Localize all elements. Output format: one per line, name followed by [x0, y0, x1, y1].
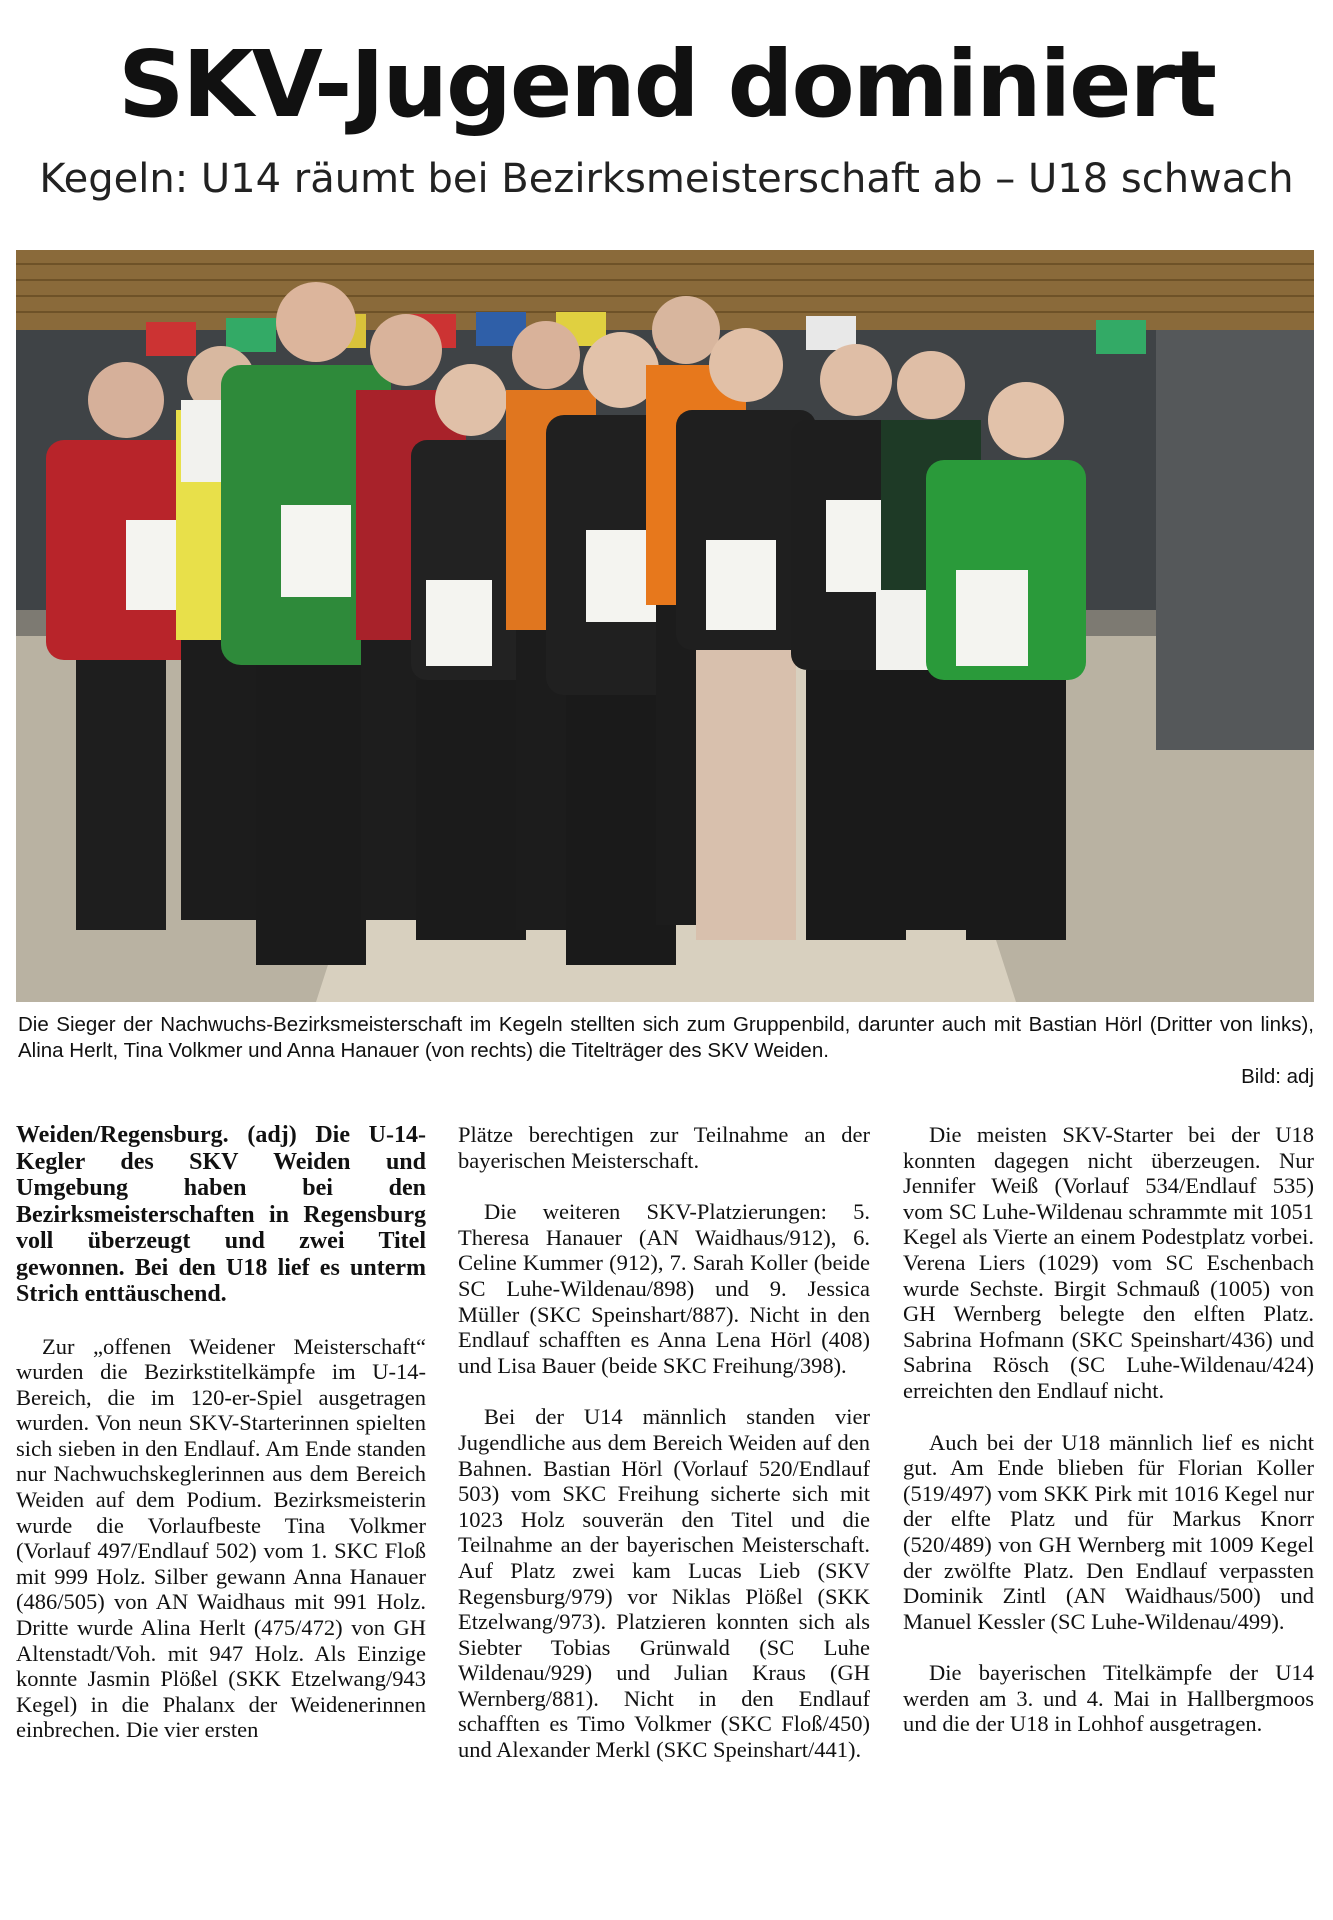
article-paragraph: Die bayerischen Titelkämpfe der U14 werden am 3. und 4. Mai in Hallbergmoos und die der U18 in Lohhof ausgetragen.: [903, 1660, 1314, 1737]
article-paragraph: Auch bei der U18 männlich lief es nicht gut. Am Ende blieben für Florian Koller (519/497) vom SKK Pirk mit 1016 Kegel nur der elfte Platz und für Markus Knorr (520/489) von GH Wernberg mit 1009 Kegel der zwölfte Platz. Den Endlauf verpassten Dominik Zintl (AN Waidhaus/500) und Manuel Kessler (SC Luhe-Wildenau/499).: [903, 1429, 1314, 1634]
photo-credit: Bild: adj: [1241, 1065, 1314, 1088]
article-lead: Weiden/Regensburg. (adj) Die U-14-Kegler des SKV Weiden und Umgebung haben bei den Bezirksmeisterschaften in Regensburg voll überzeugt und zwei Titel gewonnen. Bei den U18 lief es unterm Strich enttäuschend.: [16, 1122, 426, 1307]
article-paragraph: Zur „offenen Weidener Meisterschaft“ wurden die Bezirkstitelkämpfe im U-14-Bereich, die im 120-er-Spiel ausgetragen wurden. Von neun SKV-Starterinnen spielten sich sieben in den Endlauf. Am Ende standen nur Nachwuchskeglerinnen aus dem Bereich Weiden auf dem Podium. Bezirksmeisterin wurde die Vorlaufbeste Tina Volkmer (Vorlauf 497/Endlauf 502) vom 1. SKC Floß mit 999 Holz. Silber gewann Anna Hanauer (486/505) von AN Waidhaus mit 991 Holz. Dritte wurde Alina Herlt (475/472) von GH Altenstadt/Voh. mit 947 Holz. Als Einzige konnte Jasmin Plößel (SKK Etzelwang/943 Kegel) in die Phalanx der Weidenerinnen einbrechen. Die vier ersten: [16, 1333, 426, 1743]
subheadline: Kegeln: U14 räumt bei Bezirksmeisterschaft ab – U18 schwach: [39, 156, 1294, 202]
photo-caption: Die Sieger der Nachwuchs-Bezirksmeisterschaft im Kegeln stellten sich zum Gruppenbild, darunter auch mit Bastian Hörl (Dritter von links), Alina Herlt, Tina Volkmer und Anna Hanauer (von rechts) die Titelträger des SKV Weiden.: [18, 1013, 1314, 1062]
headline: SKV-Jugend dominiert: [118, 31, 1215, 138]
group-photo: [16, 250, 1314, 1002]
article-paragraph: Die weiteren SKV-Platzierungen: 5. Theresa Hanauer (AN Waidhaus/912), 6. Celine Kummer (912), 7. Sarah Koller (beide SC Luhe-Wildenau/898) und 9. Jessica Müller (SKC Speinshart/887). Nicht in den Endlauf schafften es Anna Lena Hörl (408) und Lisa Bauer (beide SKC Freihung/398).: [458, 1199, 870, 1378]
article-paragraph: Die meisten SKV-Starter bei der U18 konnten dagegen nicht überzeugen. Nur Jennifer Weiß (Vorlauf 534/Endlauf 535) vom SC Luhe-Wildenau schrammte mit 1051 Kegel als Vierte an einem Podestplatz vorbei. Verena Liers (1029) vom SC Eschenbach wurde Sechste. Birgit Schmauß (1005) von GH Wernberg belegte den elften Platz. Sabrina Hofmann (SKC Speinshart/436) und Sabrina Rösch (SC Luhe-Wildenau/424) erreichten den Endlauf nicht.: [903, 1122, 1314, 1403]
article-column-1: [16, 1122, 426, 1769]
article-paragraph: Plätze berechtigen zur Teilnahme an der bayerischen Meisterschaft.: [458, 1122, 870, 1173]
article-paragraph: Bei der U14 männlich standen vier Jugendliche aus dem Bereich Weiden auf den Bahnen. Bastian Hörl (Vorlauf 520/Endlauf 503) vom SKC Freihung sicherte sich mit 1023 Holz souverän den Titel und die Teilnahme an der bayerischen Meisterschaft. Auf Platz zwei kam Lucas Lieb (SKV Regensburg/979) vor Niklas Plößel (SKK Etzelwang/973). Platzieren konnten sich als Siebter Tobias Grünwald (SC Luhe Wildenau/929) und Julian Kraus (GH Wernberg/881). Nicht in den Endlauf schafften es Timo Volkmer (SKC Floß/450) und Alexander Merkl (SKC Speinshart/441).: [458, 1404, 870, 1763]
article-column-3: [903, 1122, 1314, 1763]
article-column-2: [458, 1122, 870, 1789]
